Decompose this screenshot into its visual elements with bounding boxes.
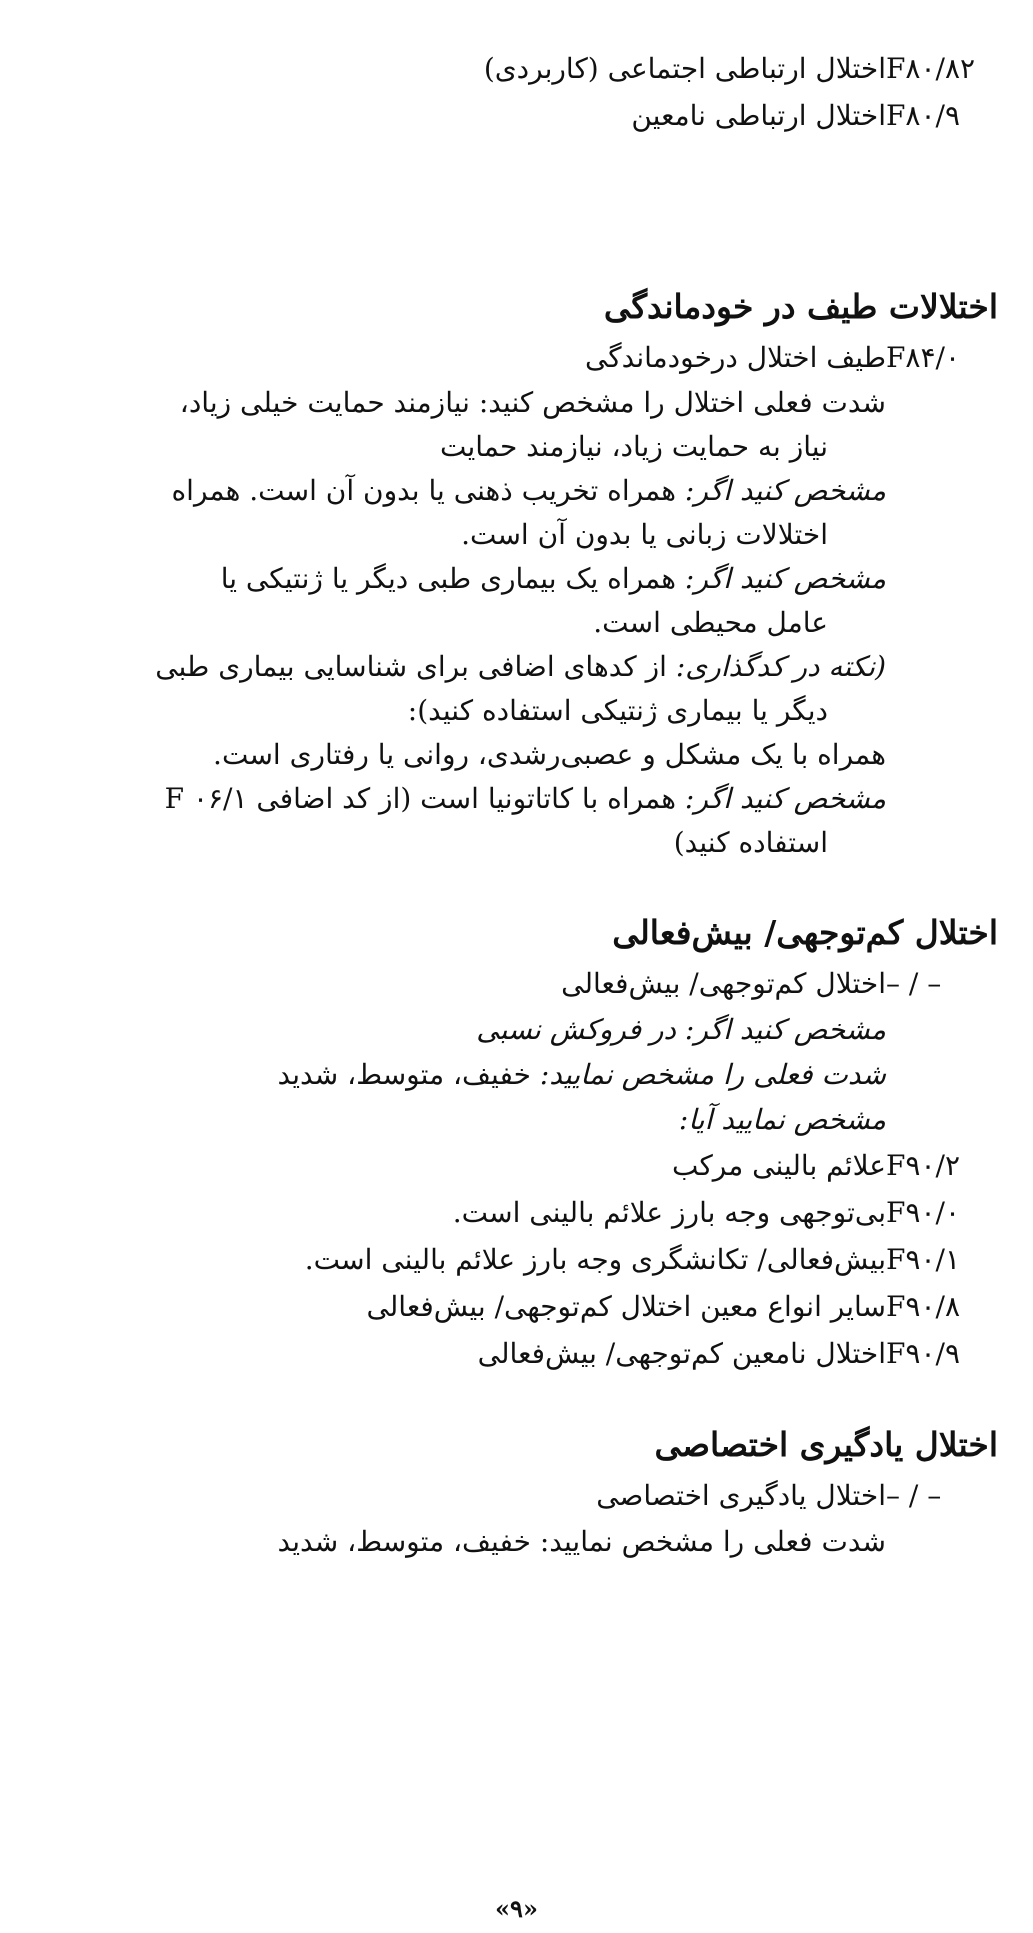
diagnosis-code: F۸۰/۹ <box>886 99 960 132</box>
diagnosis-code: – / – <box>886 1479 942 1512</box>
diagnosis-code: F۹۰/۸ <box>886 1290 960 1323</box>
diagnosis-label: بیش‌فعالی/ تکانشگری وجه بارز علائم بالینی است. <box>304 1243 886 1276</box>
diagnosis-label: اختلال نامعین کم‌توجهی/ بیش‌فعالی <box>477 1337 886 1370</box>
specifier-remission: مشخص کنید اگر: در فروکش نسبی <box>476 1013 886 1046</box>
diagnosis-code: F۹۰/۱ <box>886 1243 960 1276</box>
diagnosis-code: F۹۰/۲ <box>886 1149 960 1182</box>
code-entry <box>35 1142 998 1189</box>
specifier-medical: مشخص کنید اگر: همراه یک بیماری طبی دیگر یا ژنتیکی یا عامل محیطی است. <box>220 562 886 639</box>
specifier-catatonia: مشخص کنید اگر: همراه با کاتاتونیا است (از کد اضافی F ۰۶/۱ استفاده کنید) <box>164 782 886 859</box>
code-entry <box>35 960 998 1007</box>
code-entry <box>35 334 998 381</box>
section-heading-autism: اختلالات طیف در خودماندگی <box>603 287 998 326</box>
section-heading-adhd: اختلال کم‌توجهی/ بیش‌فعالی <box>612 913 998 952</box>
coding-note: (نکته در کدگذاری: از کدهای اضافی برای شناسایی بیماری طبی دیگر یا بیماری ژنتیکی استفاده کنید): <box>155 650 886 727</box>
diagnosis-label: اختلال ارتباطی نامعین <box>631 99 886 132</box>
diagnosis-label: طیف اختلال درخودماندگی <box>584 341 886 374</box>
code-entry <box>35 45 998 92</box>
specifier-intellectual: مشخص کنید اگر: همراه تخریب ذهنی یا بدون آن است. همراه اختلالات زبانی یا بدون آن است. <box>171 474 886 551</box>
diagnosis-label: علائم بالینی مرکب <box>671 1149 886 1182</box>
diagnosis-code: – / – <box>886 967 942 1000</box>
code-entry <box>35 92 998 139</box>
diagnosis-code: F۹۰/۹ <box>886 1337 960 1370</box>
code-entry <box>35 1189 998 1236</box>
severity-specifier: شدت فعلی را مشخص نمایید: خفیف، متوسط، شدید <box>277 1525 886 1558</box>
severity-specifier: شدت فعلی را مشخص نمایید: خفیف، متوسط، شدید <box>277 1058 886 1091</box>
diagnosis-label: اختلال یادگیری اختصاصی <box>596 1479 886 1512</box>
diagnosis-label: سایر انواع معین اختلال کم‌توجهی/ بیش‌فعالی <box>366 1290 886 1323</box>
code-entry <box>35 1236 998 1283</box>
specify-whether: مشخص نمایید آیا: <box>678 1103 886 1136</box>
code-entry <box>35 1472 998 1519</box>
page-number: «۹» <box>495 1894 538 1923</box>
section-heading-learning: اختلال یادگیری اختصاصی <box>654 1425 998 1464</box>
associated-condition: همراه با یک مشکل و عصبی‌رشدی، روانی یا رفتاری است. <box>213 738 886 771</box>
diagnosis-code: F۸۴/۰ <box>886 341 960 374</box>
diagnosis-label: اختلال ارتباطی اجتماعی (کاربردی) <box>483 52 886 85</box>
severity-specifier: شدت فعلی اختلال را مشخص کنید: نیازمند حمایت خیلی زیاد، نیاز به حمایت زیاد، نیازمند حمایت <box>179 386 886 463</box>
diagnosis-label: اختلال کم‌توجهی/ بیش‌فعالی <box>561 967 886 1000</box>
code-entry <box>35 1283 998 1330</box>
diagnosis-code: F۸۰/۸۲ <box>886 52 976 85</box>
code-entry <box>35 1330 998 1377</box>
diagnosis-code: F۹۰/۰ <box>886 1196 960 1229</box>
diagnosis-label: بی‌توجهی وجه بارز علائم بالینی است. <box>452 1196 886 1229</box>
